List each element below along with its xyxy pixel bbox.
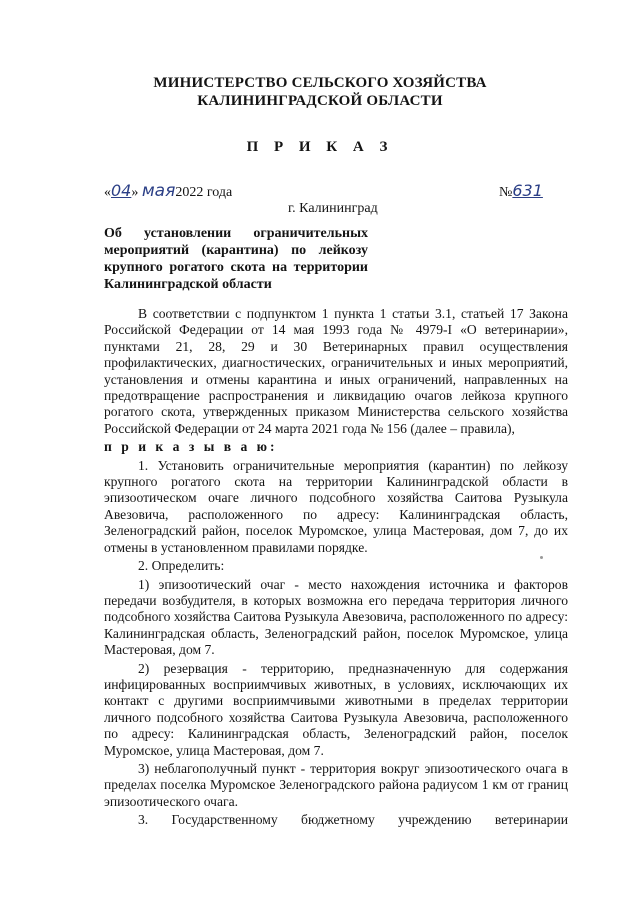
item-3: 3. Государственному бюджетному учреждению ветеринарии bbox=[138, 812, 568, 828]
item-2-sub-1: 1) эпизоотический очаг - место нахождения источника и факторов передачи возбудителя, в которых возможна его передача территория личного подсобного хозяйства Саитова Рузыкула Авезовича, расположенного по адресу: Калининградская область, Зеленоградский район, поселок Муромское, улица Мастеровая, дом 7. bbox=[104, 576, 568, 658]
order-number bbox=[499, 181, 543, 201]
number-prefix: № bbox=[499, 185, 513, 200]
ministry-name-line1: МИНИСТЕРСТВО СЕЛЬСКОГО ХОЗЯЙСТВА bbox=[153, 75, 487, 91]
date-day-handwritten: 04 bbox=[111, 181, 132, 200]
order-body bbox=[104, 306, 568, 831]
city-line: г. Калининград bbox=[288, 201, 378, 216]
item-2-heading: 2. Определить: bbox=[138, 558, 225, 574]
number-handwritten: 631 bbox=[512, 181, 543, 200]
order-word-text: п р и к а з ы в а ю: bbox=[104, 439, 278, 455]
preamble-paragraph: В соответствии с подпунктом 1 пункта 1 статьи 3.1, статьей 17 Закона Российской Федерации от 14 мая 1993 года № 4979-I «О ветеринарии», пунктами 21, 28, 29 и 30 Ветеринарных правил осуществления профилактических, диагностических, ограничительных и иных мероприятий, установления и отмены карантина и иных ограничений, направленных на предотвращение распространения и ликвидацию очагов лейкоза крупного рогатого скота, утвержденных приказом Министерства сельского хозяйства Российской Федерации от 24 марта 2021 года № 156 (далее – правила), bbox=[104, 306, 568, 436]
ministry-name-line2: КАЛИНИНГРАДСКОЙ ОБЛАСТИ bbox=[197, 93, 443, 109]
order-date bbox=[104, 181, 232, 201]
item-1: 1. Установить ограничительные мероприятия (карантин) по лейкозу крупного рогатого скота на территории Калининградской области в эпизоотическом очаге личного подсобного хозяйства Саитова Рузыкула Авезовича, расположенного по адресу: Калининградская область, Зеленоградский район, поселок Муромское, улица Мастеровая, дом 7, до их отмены в установленном правилами порядке. bbox=[104, 457, 568, 555]
scan-speck bbox=[540, 556, 543, 559]
item-2-sub-3: 3) неблагополучный пункт - территория вокруг эпизоотического очага в пределах поселка Муромское Зеленоградского района радиусом 1 км от границ эпизоотического очага. bbox=[104, 760, 568, 809]
date-month-handwritten: мая bbox=[141, 181, 176, 201]
document-title: П Р И К А З bbox=[246, 139, 394, 155]
item-2-sub-2: 2) резервация - территорию, предназначенную для содержания инфицированных восприимчивых животных, в условиях, исключающих их контакт с другими восприимчивыми животными в пределах территории личного подсобного хозяйства Саитова Рузыкула Авезовича, расположенного по адресу: Калининградская область, Зеленоградский район, поселок Муромское, улица Мастеровая, дом 7. bbox=[104, 660, 568, 758]
date-open-quote: « bbox=[104, 185, 111, 200]
date-year: 2022 года bbox=[175, 185, 233, 200]
order-subject: Об установлении ограничительных мероприятий (карантина) по лейкозу крупного рогатого скота на территории Калининградской области bbox=[104, 226, 368, 292]
order-word bbox=[104, 439, 568, 455]
date-close-quote: » bbox=[131, 185, 139, 200]
